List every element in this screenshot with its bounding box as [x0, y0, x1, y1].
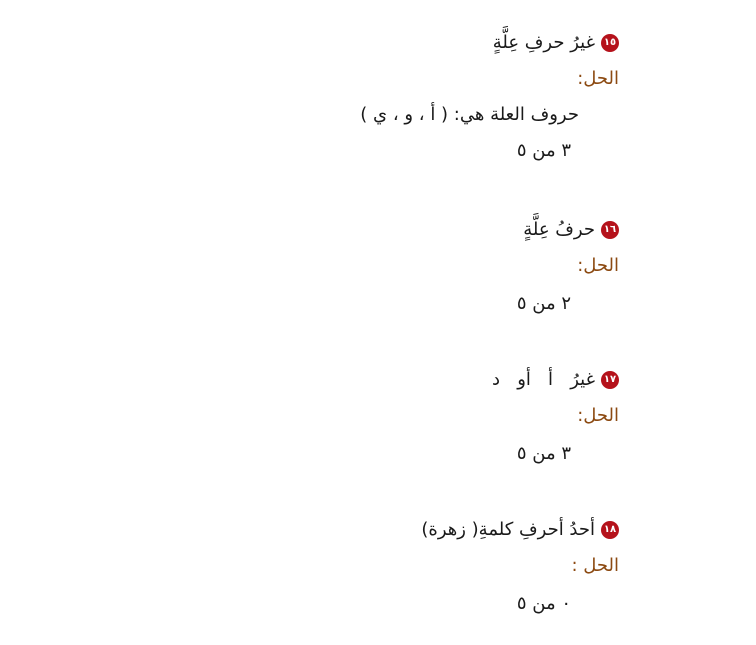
question-number-badge: ١٧	[601, 371, 619, 389]
question-18	[59, 518, 619, 616]
question-number-badge: ١٥	[601, 34, 619, 52]
question-title-row	[59, 368, 619, 392]
question-number-badge: ١٨	[601, 521, 619, 539]
question-16	[59, 218, 619, 316]
question-text: أحدُ أحرفِ كلمةِ( زهرة)	[421, 519, 595, 540]
question-15	[59, 31, 619, 163]
solution-label: الحل:	[577, 255, 619, 276]
question-text: حرفُ عِلَّةٍ	[523, 219, 595, 240]
question-title-row	[59, 518, 619, 542]
question-text: غيرُ أ أو د	[492, 369, 595, 390]
solution-note: حروف العلة هي: ( أ ، و ، ي )	[360, 104, 579, 125]
solution-label: الحل:	[577, 405, 619, 426]
question-text: غيرُ حرفِ عِلَّةٍ	[492, 32, 595, 53]
question-title-row	[59, 218, 619, 242]
solution-label: الحل :	[571, 555, 619, 576]
question-number-badge: ١٦	[601, 221, 619, 239]
score-text: ٣ من ٥	[516, 140, 571, 161]
score-text: ٢ من ٥	[516, 293, 571, 314]
solution-label: الحل:	[577, 68, 619, 89]
score-text: ٠ من ٥	[516, 593, 571, 614]
question-title-row	[59, 31, 619, 55]
score-text: ٣ من ٥	[516, 443, 571, 464]
question-17	[59, 368, 619, 466]
